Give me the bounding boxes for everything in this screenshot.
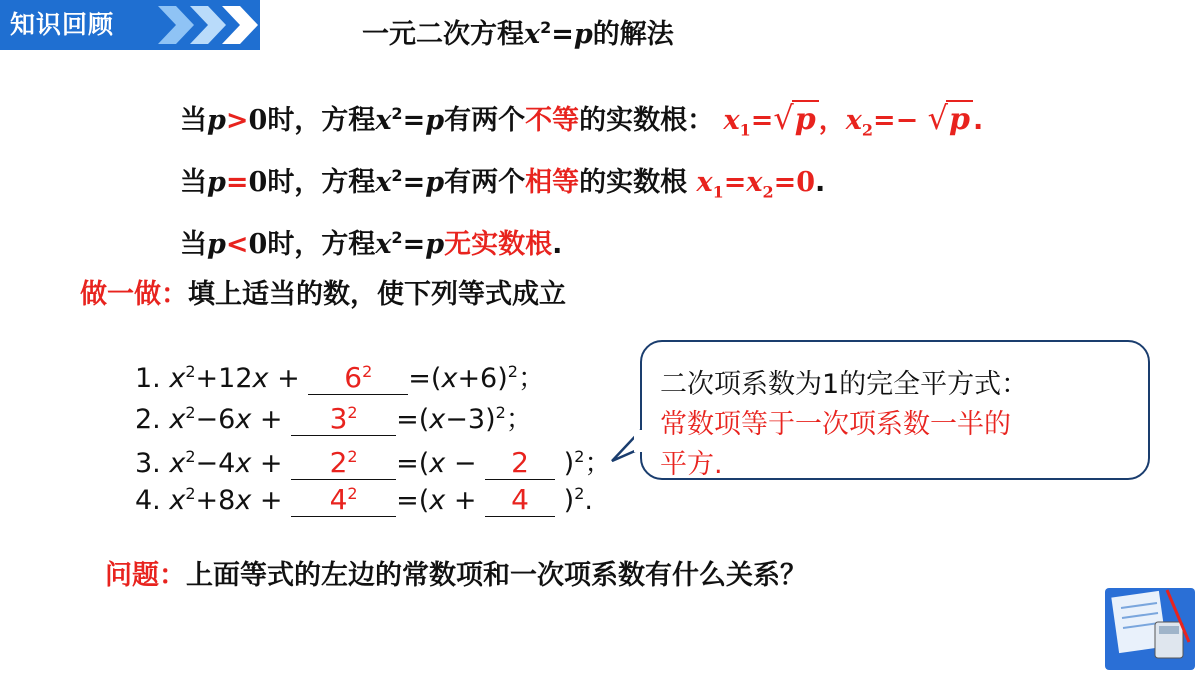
rule-negative: 当p<0时，方程$x^2=p$无实数根.	[180, 228, 563, 260]
sqrt-icon: √	[927, 99, 949, 137]
answer-blank[interactable]: $3^2$	[291, 402, 396, 436]
task-heading: 做一做：填上适当的数，使下列等式成立	[80, 279, 566, 310]
answer-blank[interactable]: 2	[485, 446, 555, 480]
rule-zero: 当p=0时，方程$x^2=p$有两个相等的实数根 $x_1=x_2=0$.	[180, 166, 826, 202]
section-badge: 知识回顾	[0, 0, 150, 50]
answer-blank[interactable]: $4^2$	[291, 483, 396, 517]
callout-note	[640, 340, 1150, 480]
answer-blank[interactable]: $2^2$	[291, 446, 396, 480]
page-title: 一元二次方程$x^2=p$的解法	[362, 18, 674, 50]
equation-3: 3. $x^2-4x + 2^2 =(x - 2$ )$^2$；	[135, 446, 612, 479]
equation-1: 1. $x^2+12x + 6^2 =(x+6)^2$；	[135, 361, 545, 394]
rule-positive: 当p>0时，方程$x^2=p$有两个不等的实数根： $x_1=√p$ ，$x_2=- √p$ .	[180, 99, 984, 140]
note-line-3: 平方.	[660, 449, 723, 480]
equation-2: 2. $x^2-6x + 3^2 =(x-3)^2$；	[135, 402, 533, 435]
note-line-1: 二次项系数为1的完全平方式：	[660, 369, 1029, 400]
tail-mask	[634, 430, 644, 452]
notebook-calculator-icon	[1105, 580, 1195, 670]
note-line-2: 常数项等于一次项系数一半的	[660, 409, 1011, 440]
equation-4: 4. $x^2+8x + 4^2 =(x + 4$ )$^2$.	[135, 483, 593, 516]
chevron-arrows-icon	[150, 0, 260, 50]
answer-blank[interactable]: 4	[485, 483, 555, 517]
answer-blank[interactable]: $6^2$	[308, 361, 408, 395]
question: 问题：上面等式的左边的常数项和一次项系数有什么关系？	[105, 560, 807, 591]
sqrt-icon: √	[773, 99, 794, 137]
